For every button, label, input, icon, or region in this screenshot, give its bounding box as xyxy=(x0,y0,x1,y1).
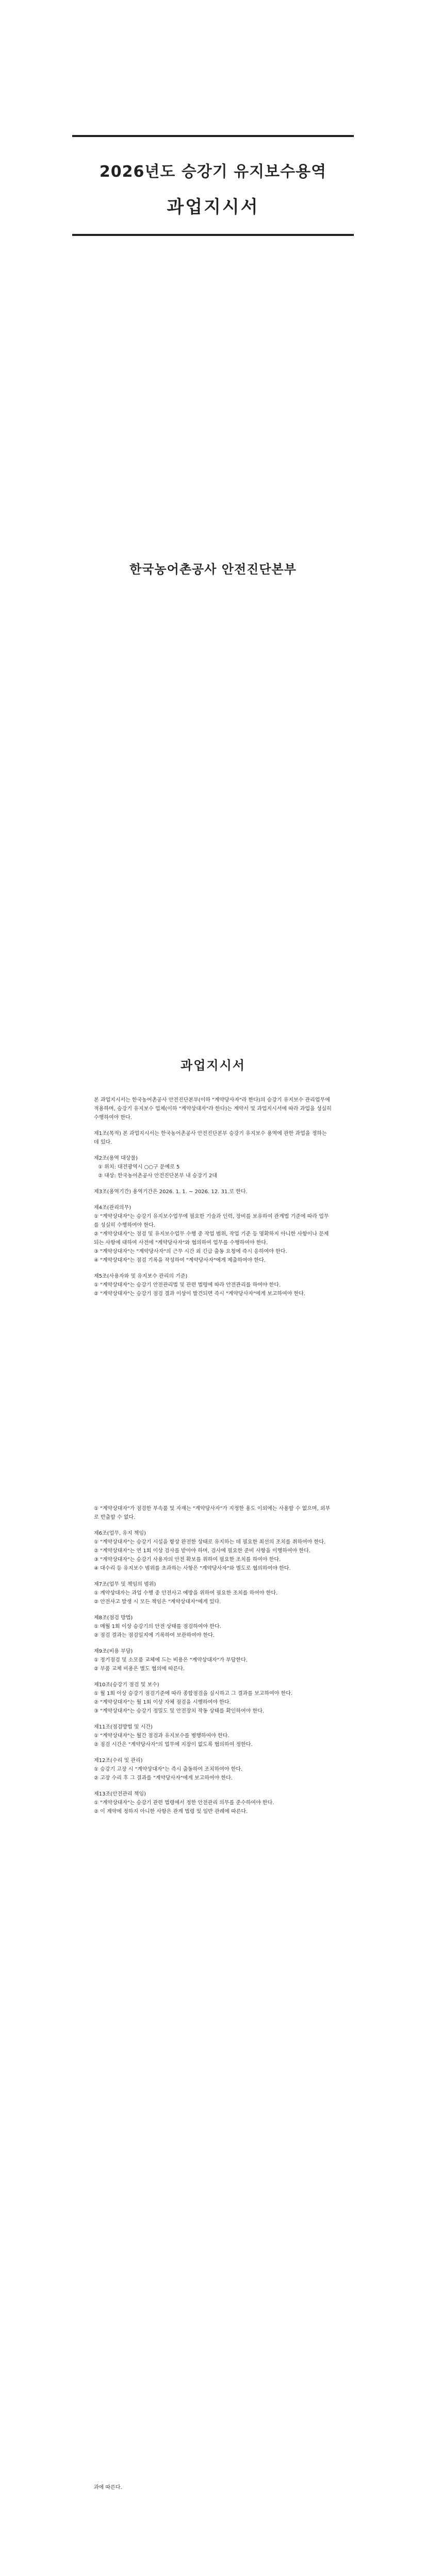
paragraph: ① "계약상대자"는 승강기 안전관리법 및 관련 법령에 따라 안전관리를 하여야 한다. xyxy=(94,1282,281,1288)
cover-organization: 한국농어촌공사 안전진단본부 xyxy=(129,562,297,577)
paragraph: 제10조(승강기 점검 및 보수) xyxy=(94,1682,159,1688)
paragraph: ② "계약상대자"는 연 1회 이상 검사를 받아야 하며, 검사에 필요한 준비 사항을 이행하여야 한다. xyxy=(94,1548,310,1554)
paragraph: 제4조(관리의무) xyxy=(94,1205,132,1211)
paragraph: ① 승강기 고장 시 "계약상대자"는 즉시 출동하여 조치하여야 한다. xyxy=(94,1767,243,1772)
paragraph: ① 위치: 대전광역시 ○○구 문예로 5 xyxy=(98,1164,180,1170)
paragraph: 제3조(용역기간) 용역기간은 2026. 1. 1. ~ 2026. 12. 31.로 한다. xyxy=(94,1189,248,1195)
paragraph: ① "계약상대자"는 월간 점검과 유지보수를 병행하여야 한다. xyxy=(94,1733,230,1739)
paragraph: ② 고장 수리 후 그 결과를 "계약당사자"에게 보고하여야 한다. xyxy=(94,1775,233,1781)
paragraph: ③ "계약상대자"는 "계약당사자"의 근무 시간 외 긴급 출동 요청에 즉시 응하여야 한다. xyxy=(94,1249,287,1255)
paragraph: ① 매월 1회 이상 승강기의 안전 상태를 점검하여야 한다. xyxy=(94,1624,221,1630)
paragraph: ② 안전사고 발생 시 모든 책임은 "계약상대자"에게 있다. xyxy=(94,1599,221,1605)
paragraph: 제7조(업무 및 책임의 범위) xyxy=(94,1582,156,1587)
paragraph: ② "계약상대자"는 월 1회 이상 자체 점검을 시행하여야 한다. xyxy=(94,1700,231,1705)
cover-title-line1: 2026년도 승강기 유지보수용역 xyxy=(99,163,327,181)
paragraph: ① "계약상대자"는 승강기 유지보수업무에 필요한 기술과 인력, 장비를 보유하여 관계법 기준에 따라 업무를 성실히 수행하여야 한다. xyxy=(94,1214,329,1228)
cover-title-box xyxy=(72,135,354,236)
paragraph: ② 점검 시간은 "계약당사자"의 업무에 지장이 없도록 협의하여 정한다. xyxy=(94,1742,253,1748)
cover-title-line2: 과업지시서 xyxy=(167,197,259,217)
paragraph: 제6조(업무, 유지 책임) xyxy=(94,1531,146,1536)
paragraph: ① "계약상대자"가 점검한 부속품 및 자재는 "계약당사자"가 지정한 용도 이외에는 사용할 수 없으며, 외부로 반출할 수 없다. xyxy=(94,1506,331,1520)
paragraph: ③ "계약상대자"는 승강기 정밀도 및 안전장치 작동 상태를 확인하여야 한다. xyxy=(94,1708,265,1714)
content-block-3 xyxy=(94,2483,332,2492)
paragraph: ③ "계약상대자"는 승강기 사용자의 안전 확보를 위하여 필요한 조치를 하여야 한다. xyxy=(94,1557,281,1563)
paragraph: 제13조(안전관리 책임) xyxy=(94,1791,146,1797)
paragraph: ② 부품 교체 비용은 별도 협의에 따른다. xyxy=(94,1666,185,1672)
paragraph: 제5조(사용자와 및 유지보수 관리의 기준) xyxy=(94,1274,188,1279)
paragraph: 본 과업지시서는 한국농어촌공사 안전진단본부(이하 "계약당사자"라 한다)의 승강기 유지보수 관리업무에 적용하며, 승강기 유지보수 업체(이하 "계약상대자"라 한다)는 계약서 및 과업지시서에 따라 과업을 성실히 수행하여야 한다. xyxy=(94,1097,332,1121)
paragraph: 제9조(비용 부담) xyxy=(94,1649,133,1654)
paragraph: 과에 따른다. xyxy=(94,2485,122,2490)
section-title: 과업지시서 xyxy=(181,1058,245,1073)
paragraph: ① "계약상대자"는 승강기 관련 법령에서 정한 안전관리 의무를 준수하여야 한다. xyxy=(94,1800,274,1806)
paragraph: ② 대상: 한국농어촌공사 안전진단본부 내 승강기 2대 xyxy=(98,1173,217,1179)
paragraph: 제11조(점검방법 및 시간) xyxy=(94,1724,153,1730)
paragraph: 제1조(목적) 본 과업지시서는 한국농어촌공사 안전진단본부 승강기 유지보수 용역에 관한 과업을 정하는 데 있다. xyxy=(94,1131,327,1145)
paragraph: 제12조(수리 및 관리) xyxy=(94,1758,143,1764)
paragraph: ② "계약상대자"는 점검 및 유지보수업무 수행 중 작업 범위, 작업 기준 등 명확하지 아니한 사항이나 문제 되는 사항에 대하여 사전에 "계약당사자"와 협의하여 업무를 수행하여야 한다. xyxy=(94,1231,329,1246)
content-block-1 xyxy=(94,1058,332,1298)
paragraph: ② 이 계약에 정하지 아니한 사항은 관계 법령 및 일반 관례에 따른다. xyxy=(94,1809,248,1815)
paragraph: ② 점검 결과는 점검일지에 기록하여 보관하여야 한다. xyxy=(94,1633,215,1638)
paragraph: 제8조(점검 방법) xyxy=(94,1615,133,1621)
paragraph: ① 계약상대자는 과업 수행 중 안전사고 예방을 위하여 필요한 조치를 하여야 한다. xyxy=(94,1590,278,1596)
paragraph: ④ 대수리 등 유지보수 범위를 초과하는 사항은 "계약당사자"와 별도로 협의하여야 한다. xyxy=(94,1566,291,1571)
paragraph: ① "계약상대자"는 승강기 시설을 항상 완전한 상태로 유지하는 데 필요한 최선의 조치를 취하여야 한다. xyxy=(94,1539,326,1545)
paragraph: ④ "계약상대자"는 점검 기록을 작성하여 "계약당사자"에게 제출하여야 한다. xyxy=(94,1258,266,1263)
paragraph: ① 월 1회 이상 승강기 점검기준에 따라 종합점검을 실시하고 그 결과를 보고하여야 한다. xyxy=(94,1691,293,1697)
paragraph: 제2조(용역 대상물) xyxy=(94,1156,138,1161)
paragraph: ① 정기점검 및 소모품 교체에 드는 비용은 "계약상대자"가 부담한다. xyxy=(94,1657,248,1663)
content-block-2 xyxy=(94,1504,332,1816)
paragraph: ② "계약상대자"는 승강기 점검 결과 이상이 발견되면 즉시 "계약당사자"에게 보고하여야 한다. xyxy=(94,1291,306,1297)
